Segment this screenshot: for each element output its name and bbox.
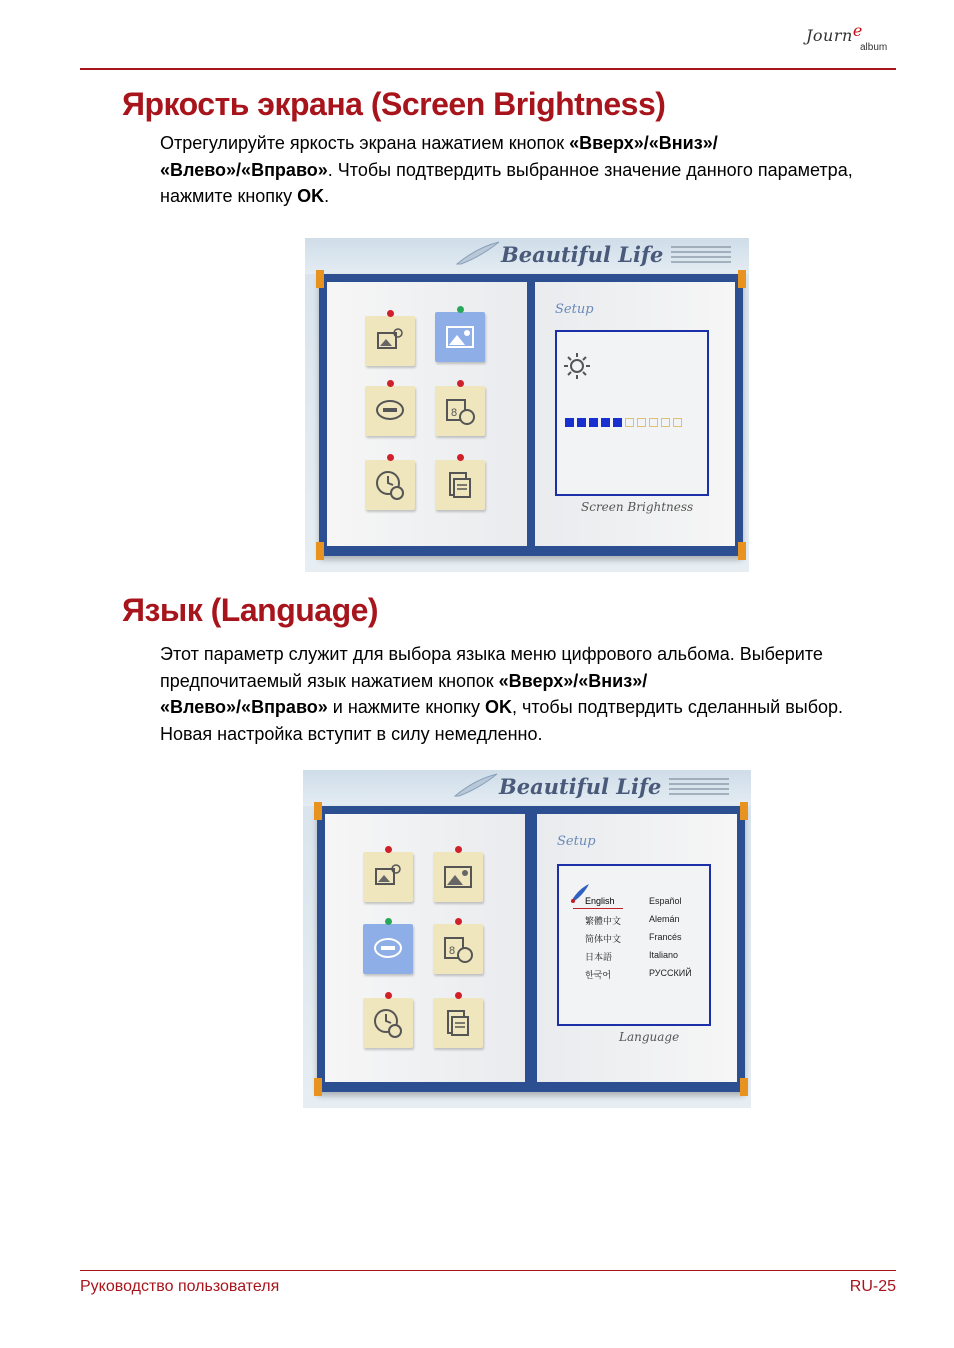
brightness-segment	[565, 418, 574, 427]
section-paragraph-screen-brightness: Отрегулируйте яркость экрана нажатием кнопок «Вверх»/«Вниз»/ «Влево»/«Вправо». Чтобы подтвердить выбранное значение данного параметра, нажмите кнопку OK.	[160, 133, 853, 206]
slideshow-icon	[372, 861, 404, 893]
language-option[interactable]: 한국어	[585, 970, 612, 980]
section-title-language: Язык (Language)	[122, 592, 379, 628]
brightness-segment	[673, 418, 682, 427]
svg-text:8: 8	[449, 945, 456, 957]
language-caption: Language	[619, 1030, 680, 1044]
document-icon	[442, 1007, 474, 1039]
picture-sun-icon	[442, 861, 474, 893]
clock-power-icon	[372, 1007, 404, 1039]
brightness-segment	[649, 418, 658, 427]
brightness-segment	[637, 418, 646, 427]
menu-language-button[interactable]	[363, 924, 413, 974]
page-number: RU-25	[849, 1278, 896, 1295]
feather-icon	[455, 240, 501, 266]
language-panel	[557, 864, 711, 1026]
book-corner	[314, 1078, 322, 1096]
speech-cloud-icon	[374, 395, 406, 427]
brightness-segment	[625, 418, 634, 427]
book-corner	[740, 1078, 748, 1096]
feather-icon	[453, 772, 499, 798]
language-option[interactable]: 繁體中文	[585, 916, 622, 926]
brightness-segment	[589, 418, 598, 427]
menu-clock-button[interactable]	[365, 460, 415, 510]
language-option[interactable]: Francés	[649, 932, 682, 942]
right-page	[537, 814, 737, 1082]
brightness-segment	[661, 418, 670, 427]
menu-brightness-button[interactable]	[435, 312, 485, 362]
menu-document-button[interactable]	[433, 998, 483, 1048]
journe-album-logo	[802, 20, 898, 60]
svg-text:8: 8	[451, 407, 458, 419]
menu-calendar-button[interactable]	[433, 924, 483, 974]
banner-text-lines	[669, 778, 729, 798]
sun-icon	[563, 352, 591, 380]
header-rule	[80, 68, 896, 70]
screenshot-language	[303, 770, 751, 1108]
screen-brightness-caption: Screen Brightness	[581, 500, 694, 514]
logo-script: Journe	[806, 21, 863, 45]
brightness-level-bar[interactable]	[565, 414, 685, 432]
document-icon	[444, 469, 476, 501]
book-corner	[740, 802, 748, 820]
language-option[interactable]: 日本語	[585, 952, 613, 962]
selection-underline	[573, 908, 623, 909]
menu-slideshow-button[interactable]	[363, 852, 413, 902]
slideshow-icon	[374, 325, 406, 357]
setup-label: Setup	[557, 834, 596, 849]
section-paragraph-language: Этот параметр служит для выбора языка меню цифрового альбома. Выберите предпочитаемый язык нажатием кнопок «Вверх»/«Вниз»/ «Влево»/«Вправо» и нажмите кнопку OK, чтобы подтвердить сделанный выбор. Новая настройка вступит в силу немедленно.	[160, 644, 844, 744]
language-option[interactable]: Italiano	[649, 950, 679, 960]
book	[319, 274, 743, 556]
setup-label: Setup	[555, 302, 594, 317]
clock-power-icon	[374, 469, 406, 501]
picture-sun-icon	[444, 321, 476, 353]
menu-slideshow-button[interactable]	[365, 316, 415, 366]
menu-document-button[interactable]	[435, 460, 485, 510]
banner-text-lines	[671, 246, 731, 266]
book	[317, 806, 745, 1092]
language-option[interactable]: РУССКИЙ	[649, 968, 692, 978]
screenshot-screen-brightness	[305, 238, 749, 572]
right-page	[535, 282, 735, 546]
banner-title: Beautiful Life	[501, 242, 664, 267]
menu-brightness-button[interactable]	[433, 852, 483, 902]
footer-doc-title: Руководство пользователя	[80, 1278, 280, 1295]
book-corner	[738, 542, 746, 560]
menu-clock-button[interactable]	[363, 998, 413, 1048]
book-corner	[316, 542, 324, 560]
banner-title: Beautiful Life	[499, 774, 662, 799]
brightness-segment	[601, 418, 610, 427]
calendar-clock-icon	[442, 933, 474, 965]
section-title-screen-brightness: Яркость экрана (Screen Brightness)	[122, 86, 666, 122]
menu-language-button[interactable]	[365, 386, 415, 436]
speech-cloud-icon	[372, 933, 404, 965]
logo-album-text: album	[860, 42, 888, 53]
language-option[interactable]: Alemán	[649, 914, 680, 924]
footer-rule	[80, 1270, 896, 1271]
brightness-panel	[555, 330, 709, 496]
language-option[interactable]: English	[585, 896, 615, 906]
left-page	[327, 282, 527, 546]
menu-calendar-button[interactable]	[435, 386, 485, 436]
language-option[interactable]: Español	[649, 896, 682, 906]
left-page	[325, 814, 525, 1082]
calendar-clock-icon	[444, 395, 476, 427]
book-corner	[738, 270, 746, 288]
book-corner	[316, 270, 324, 288]
brightness-segment	[577, 418, 586, 427]
language-option[interactable]: 简体中文	[585, 934, 622, 944]
book-corner	[314, 802, 322, 820]
brightness-segment	[613, 418, 622, 427]
